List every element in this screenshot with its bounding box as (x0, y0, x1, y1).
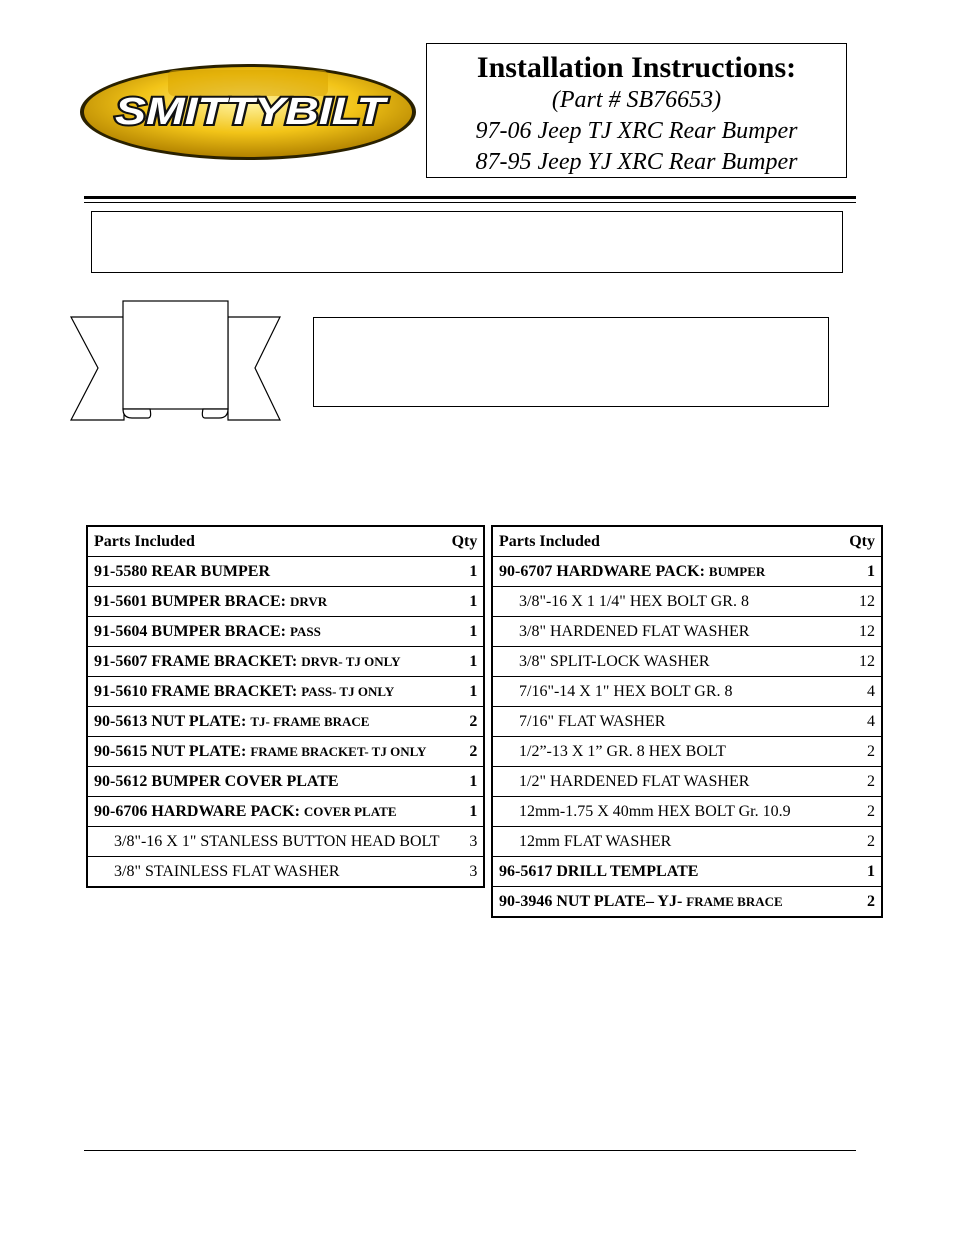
part-qty: 1 (446, 647, 485, 677)
part-description (87, 707, 446, 737)
part-label: 90-5615 NUT PLATE: (94, 742, 247, 760)
table-row (492, 767, 882, 797)
part-description (492, 737, 843, 767)
header-rule-thick (84, 196, 856, 199)
part-description (492, 797, 843, 827)
table-row (492, 827, 882, 857)
part-description (492, 827, 843, 857)
part-qty: 4 (843, 677, 882, 707)
part-sublabel: DRVR (290, 593, 328, 609)
part-label: 1/2”-13 X 1” GR. 8 HEX BOLT (519, 742, 726, 760)
part-qty: 12 (843, 617, 882, 647)
table-row (492, 737, 882, 767)
part-sublabel: TJ- FRAME BRACE (250, 713, 370, 729)
part-label: 3/8" HARDENED FLAT WASHER (519, 622, 750, 640)
part-description (492, 617, 843, 647)
table-row (492, 647, 882, 677)
table-row (87, 617, 484, 647)
part-description (87, 827, 446, 857)
part-qty: 3 (446, 827, 485, 857)
table-row (492, 707, 882, 737)
part-qty: 2 (843, 797, 882, 827)
part-description (87, 857, 446, 888)
table-row (492, 797, 882, 827)
table-row (492, 887, 882, 918)
part-sublabel: DRVR- TJ ONLY (301, 653, 401, 669)
part-qty: 2 (843, 827, 882, 857)
title-box (426, 43, 847, 178)
column-header-qty: Qty (843, 526, 882, 557)
part-sublabel: PASS (290, 623, 321, 639)
part-description (492, 587, 843, 617)
part-description (492, 677, 843, 707)
part-label: 3/8" SPLIT-LOCK WASHER (519, 652, 710, 670)
part-description (87, 797, 446, 827)
table-row (87, 707, 484, 737)
column-header-parts: Parts Included (87, 526, 446, 557)
part-description (87, 617, 446, 647)
part-qty: 4 (843, 707, 882, 737)
table-row (87, 857, 484, 888)
part-label: 91-5607 FRAME BRACKET: (94, 652, 298, 670)
table-row (492, 557, 882, 587)
part-description (492, 857, 843, 887)
info-box (313, 317, 829, 407)
part-label: 3/8"-16 X 1 1/4" HEX BOLT GR. 8 (519, 592, 749, 610)
table-row (87, 647, 484, 677)
ribbon-banner-icon (70, 300, 282, 422)
part-sublabel: BUMPER (708, 563, 766, 579)
table-row (492, 617, 882, 647)
notice-box (91, 211, 843, 273)
parts-table-left (86, 525, 485, 888)
part-label: 1/2" HARDENED FLAT WASHER (519, 772, 750, 790)
part-label: 90-6707 HARDWARE PACK: (499, 562, 705, 580)
part-label: 90-5613 NUT PLATE: (94, 712, 247, 730)
part-label: 12mm-1.75 X 40mm HEX BOLT Gr. 10.9 (519, 802, 791, 820)
part-qty: 1 (446, 767, 485, 797)
part-label: 96-5617 DRILL TEMPLATE (499, 862, 699, 880)
table-row (87, 557, 484, 587)
part-description (492, 887, 843, 918)
part-description (492, 767, 843, 797)
part-label: 91-5604 BUMPER BRACE: (94, 622, 286, 640)
part-qty: 1 (446, 677, 485, 707)
part-label: 7/16"-14 X 1" HEX BOLT GR. 8 (519, 682, 733, 700)
table-row (87, 827, 484, 857)
table-row (87, 587, 484, 617)
document-title: Installation Instructions: (476, 51, 797, 84)
part-label: 91-5580 REAR BUMPER (94, 562, 270, 580)
part-qty: 12 (843, 647, 882, 677)
part-description (87, 737, 446, 767)
part-description (492, 647, 843, 677)
part-label: 90-3946 NUT PLATE– YJ- (499, 892, 683, 910)
part-qty: 1 (446, 557, 485, 587)
table-row (492, 857, 882, 887)
part-qty: 1 (446, 587, 485, 617)
part-qty: 1 (843, 857, 882, 887)
table-header-row (492, 526, 882, 557)
part-description (87, 647, 446, 677)
part-qty: 2 (843, 737, 882, 767)
part-sublabel: COVER PLATE (303, 803, 397, 819)
part-description (492, 557, 843, 587)
part-description (87, 587, 446, 617)
title-line-yj: 87-95 Jeep YJ XRC Rear Bumper (475, 149, 798, 175)
footer-rule (84, 1150, 856, 1151)
part-label: 90-6706 HARDWARE PACK: (94, 802, 300, 820)
title-line-tj: 97-06 Jeep TJ XRC Rear Bumper (475, 118, 798, 144)
table-header-row (87, 526, 484, 557)
part-qty: 12 (843, 587, 882, 617)
part-number: (Part # SB76653) (551, 87, 722, 113)
table-row (87, 737, 484, 767)
part-qty: 2 (446, 737, 485, 767)
header-rule-thin (84, 202, 856, 203)
logo-text: SMITTYBILT (115, 91, 389, 133)
parts-table-right (491, 525, 883, 918)
table-row (492, 677, 882, 707)
part-label: 90-5612 BUMPER COVER PLATE (94, 772, 339, 790)
column-header-qty: Qty (446, 526, 485, 557)
table-row (87, 797, 484, 827)
part-label: 7/16" FLAT WASHER (519, 712, 666, 730)
part-description (492, 707, 843, 737)
part-label: 3/8" STAINLESS FLAT WASHER (114, 862, 340, 880)
part-label: 12mm FLAT WASHER (519, 832, 672, 850)
part-qty: 3 (446, 857, 485, 888)
table-row (87, 677, 484, 707)
column-header-parts: Parts Included (492, 526, 843, 557)
table-row (87, 767, 484, 797)
part-qty: 2 (446, 707, 485, 737)
part-qty: 1 (446, 797, 485, 827)
part-description (87, 767, 446, 797)
part-sublabel: PASS- TJ ONLY (301, 683, 395, 699)
table-row (492, 587, 882, 617)
part-sublabel: FRAME BRACE (686, 893, 783, 909)
part-sublabel: FRAME BRACKET- TJ ONLY (250, 743, 427, 759)
smittybilt-logo (78, 62, 418, 162)
part-qty: 1 (843, 557, 882, 587)
part-qty: 2 (843, 767, 882, 797)
part-qty: 1 (446, 617, 485, 647)
part-description (87, 677, 446, 707)
part-description (87, 557, 446, 587)
part-label: 91-5601 BUMPER BRACE: (94, 592, 286, 610)
part-label: 91-5610 FRAME BRACKET: (94, 682, 298, 700)
part-label: 3/8"-16 X 1" STANLESS BUTTON HEAD BOLT (114, 832, 440, 850)
part-qty: 2 (843, 887, 882, 918)
